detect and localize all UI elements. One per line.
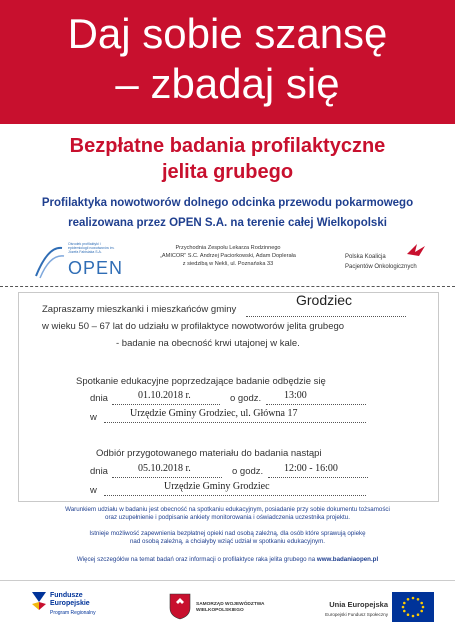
info-more-text: Więcej szczegółów na temat badań oraz informacji o profilaktyce raka jelita grubego na <box>76 556 317 563</box>
meeting-time-line <box>266 404 366 405</box>
pickup-place-line <box>104 495 366 496</box>
eagle-crest-icon <box>168 592 192 620</box>
meeting-time-value: 13:00 <box>284 390 307 401</box>
meeting-godz-label: o godz. <box>230 393 262 404</box>
pickup-place-value: Urzędzie Gminy Grodziec <box>164 481 270 492</box>
ue-line2: Europejski Fundusz Społeczny <box>325 612 388 617</box>
fe-line2: Europejskie <box>50 600 90 607</box>
section-divider <box>0 286 455 287</box>
fe-line1: Fundusze <box>50 592 83 599</box>
open-logo-icon <box>30 242 66 282</box>
invite-text-line1: Zapraszamy mieszkanki i mieszkańców gminy <box>42 304 237 315</box>
eu-stars-icon <box>392 592 434 622</box>
partner-logos-row <box>0 238 455 284</box>
meeting-place-line <box>104 422 366 423</box>
hero-headline-line1: Daj sobie szansę <box>67 10 388 57</box>
open-logo-word: OPEN <box>68 258 124 278</box>
fe-line3: Program Regionalny <box>50 610 96 616</box>
fe-name <box>50 592 90 608</box>
website-link[interactable]: www.badaniaopen.pl <box>316 556 379 563</box>
pickup-time-line <box>268 477 368 478</box>
pickup-date-value: 05.10.2018 r. <box>138 463 191 474</box>
samorzad-line1: SAMORZĄD WOJEWÓDZTWA <box>196 602 265 607</box>
meeting-date-line <box>112 404 220 405</box>
info-line2: oraz uzupełnienie i podpisanie ankiety monitorowania i oświadczenia uczestnika projektu. <box>105 514 350 521</box>
pickup-heading: Odbiór przygotowanego materiału do badania nastąpi <box>96 448 322 459</box>
info-line5 <box>0 556 455 564</box>
samorzad-logo <box>168 588 278 628</box>
info-line1: Warunkiem udziału w badaniu jest obecność na spotkaniu edukacyjnym, posiadanie przy sobie dokumentu tożsamości <box>65 506 390 513</box>
clinic-line2: „AMICOR” S.C. Andrzej Paciorkowski, Adam Doplerała <box>160 253 296 259</box>
samorzad-line2: WIELKOPOLSKIEGO <box>196 608 244 613</box>
meeting-date-value: 01.10.2018 r. <box>138 390 191 401</box>
clinic-info <box>148 244 308 268</box>
footer-divider <box>0 580 455 581</box>
pickup-dnia-label: dnia <box>90 466 108 477</box>
pickup-time-value: 12:00 - 16:00 <box>284 463 338 474</box>
pko-logo <box>345 242 445 282</box>
pko-line2: Pacjentów Onkologicznych <box>345 264 417 270</box>
meeting-place-value: Urzędzie Gminy Grodziec, ul. Główna 17 <box>130 408 298 419</box>
info-line3: Istnieje możliwość zapewnienia bezpłatnej opieki nad osobą zależną, dla osób które sprawują opiekę <box>89 530 366 537</box>
info-line4: nad osobą zależną, a chciałyby wziąć udział w spotkaniu edukacyjnym. <box>129 538 325 545</box>
open-logo <box>30 242 124 282</box>
hero-headline-line2: – zbadaj się <box>115 60 340 107</box>
description-line1: Profilaktyka nowotworów dolnego odcinka przewodu pokarmowego <box>41 197 414 209</box>
subtitle-line2: jelita grubego <box>161 161 294 183</box>
subtitle-line1: Bezpłatne badania profilaktyczne <box>69 135 386 157</box>
invite-text-line3: - badanie na obecność krwi utajonej w kale. <box>116 338 300 349</box>
open-logo-tagline: Ośrodek profilaktyki i epidemiologii nowotworów im. Józefa Fabisiaka S.A. <box>68 242 115 254</box>
pickup-godz-label: o godz. <box>232 466 264 477</box>
gmina-value: Grodziec <box>296 292 353 308</box>
invite-text-line2: w wieku 50 – 67 lat do udziału w profilaktyce nowotworów jelita grubego <box>42 321 345 332</box>
fundusze-europejskie-logo <box>30 590 140 626</box>
eu-flag-icon <box>392 592 434 622</box>
hero-banner <box>0 0 455 124</box>
gmina-field-line <box>246 316 406 317</box>
meeting-w-label: w <box>90 412 97 423</box>
ue-line1: Unia Europejska <box>329 600 388 609</box>
unia-europejska-logo <box>310 592 440 628</box>
description-line2: realizowana przez OPEN S.A. na terenie całej Wielkopolski <box>68 217 387 229</box>
samorzad-text <box>196 602 264 614</box>
pickup-date-line <box>112 477 222 478</box>
clinic-line1: Przychodnia Zespołu Lekarza Rodzinnego <box>175 245 281 251</box>
meeting-dnia-label: dnia <box>90 393 108 404</box>
meeting-heading: Spotkanie edukacyjne poprzedzające badanie odbędzie się <box>76 376 326 387</box>
pko-line1: Polska Koalicja <box>345 254 386 260</box>
pickup-w-label: w <box>90 485 97 496</box>
clinic-line3: z siedzibą w Nekli, ul. Poznańska 33 <box>182 261 274 267</box>
fe-star-icon <box>30 590 48 612</box>
